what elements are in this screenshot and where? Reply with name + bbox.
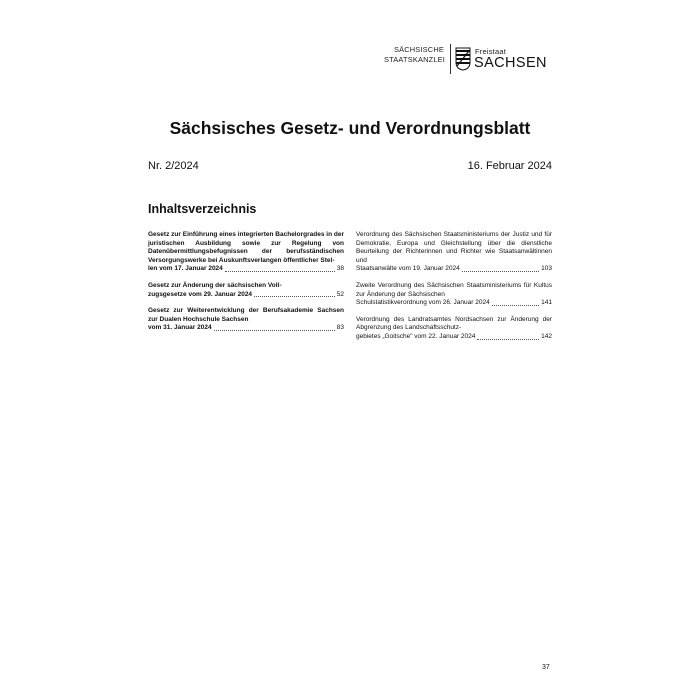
toc-entry-text-end: Staatsanwälte vom 19. Januar 2024 — [356, 265, 460, 273]
staatskanzlei-label: SÄCHSISCHE STAATSKANZLEI — [384, 45, 446, 64]
toc-entry-text: Verordnung des Landratsamtes Nordsachsen zur Änderung der Abgrenzung des Landschaftsschutz- — [356, 315, 552, 332]
toc-entry-text-end: vom 31. Januar 2024 — [148, 324, 212, 332]
toc-entry-text-end: Schulstatistikverordnung vom 26. Januar 2024 — [356, 299, 490, 307]
toc-entry[interactable] — [356, 316, 552, 342]
toc-entry-text-end: gebietes „Goitsche" vom 22. Januar 2024 — [356, 332, 476, 340]
toc-entry[interactable] — [356, 282, 552, 308]
toc-heading: Inhaltsverzeichnis — [148, 202, 257, 216]
toc-entry[interactable] — [148, 307, 344, 333]
toc-entry[interactable] — [148, 231, 344, 274]
toc-entry-text: Gesetz zur Weiterentwicklung der Berufsakademie Sachsen zur Dualen Hochschule Sachsen — [148, 307, 344, 323]
header-logo — [384, 44, 556, 74]
leader-dots — [477, 339, 539, 340]
leader-dots — [254, 296, 335, 297]
leader-dots — [462, 271, 539, 272]
page-number: 37 — [542, 664, 550, 671]
leader-dots — [492, 305, 539, 306]
toc-entry-page: 83 — [336, 324, 344, 332]
toc-entry[interactable] — [148, 282, 344, 299]
toc-entry-text: Zweite Verordnung des Sächsischen Staatsministeriums für Kultus zur Änderung der Sächsischen — [356, 281, 552, 298]
toc-entry-text: Gesetz zur Einführung eines integrierten Bachelorgrades in der juristischen Ausbildung sowie zur Regelung von Datenübermittlungsbefugnissen der berufsständischen Versorgungswerke bei Auskunftsverlangen öffentlicher Stel- — [148, 231, 344, 264]
toc-left-column — [148, 231, 344, 341]
toc-entry[interactable] — [356, 231, 552, 274]
toc-entry-page: 142 — [541, 332, 552, 340]
toc-entry-page: 52 — [336, 290, 344, 298]
page-title: Sächsisches Gesetz- und Verordnungsblatt — [169, 118, 531, 138]
toc-entry-page: 141 — [541, 299, 552, 307]
toc-entry-page: 103 — [541, 265, 552, 273]
freistaat-label: Freistaat — [475, 47, 506, 56]
leader-dots — [225, 271, 335, 272]
issue-number: Nr. 2/2024 — [148, 160, 199, 172]
sachsen-label: SACHSEN — [474, 55, 547, 71]
toc-entry-text: Gesetz zur Änderung der sächsischen Voll- — [148, 281, 282, 289]
toc-entry-text: Verordnung des Sächsischen Staatsministeriums der Justiz und für Demokratie, Europa und Gleichstellung über die dienstliche Beurteilung der Richterinnen und Richter wie Staatsanwältinnen und — [356, 231, 552, 264]
toc-entry-page: 38 — [336, 265, 344, 273]
issue-date: 16. Februar 2024 — [467, 160, 552, 172]
saxony-crest-icon — [455, 47, 471, 71]
toc-right-column — [356, 231, 552, 350]
toc-entry-text-end: zugsgesetze vom 29. Januar 2024 — [148, 290, 253, 298]
toc-entry-text-end: len vom 17. Januar 2024 — [148, 265, 223, 273]
header-divider — [450, 44, 451, 74]
leader-dots — [214, 330, 335, 331]
